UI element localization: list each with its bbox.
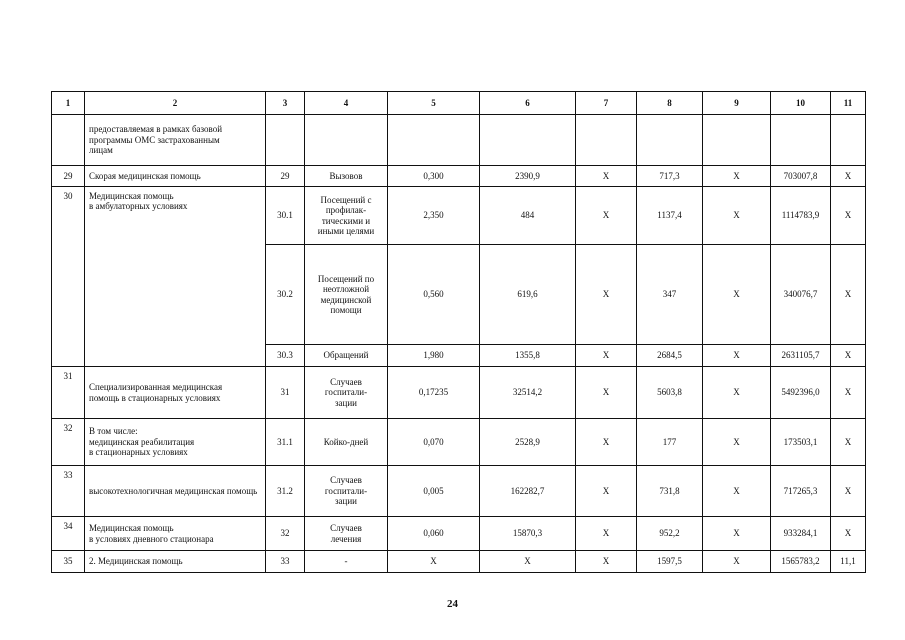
row-number: 35: [52, 551, 85, 573]
text-line: зации: [335, 397, 357, 408]
text-line: иными целями: [317, 225, 375, 236]
cell: [703, 115, 771, 166]
code-cell: 31: [266, 367, 305, 419]
value-cell: 0,560: [388, 245, 480, 345]
cell: [771, 115, 831, 166]
value-cell: 177: [637, 419, 703, 466]
text-line: тическими и: [321, 215, 371, 226]
value-cell: X: [831, 345, 866, 367]
header-cell: 1: [52, 92, 85, 115]
value-cell: X: [831, 466, 866, 517]
code-cell: 32: [266, 517, 305, 551]
cell: [305, 115, 388, 166]
code-cell: 29: [266, 166, 305, 187]
text-line: Случаев: [330, 523, 362, 534]
value-cell: 32514,2: [480, 367, 576, 419]
text-line: Медицинская помощь: [89, 191, 174, 201]
value-cell: 1114783,9: [771, 187, 831, 245]
header-cell: 2: [85, 92, 266, 115]
unit-cell: Койко-дней: [305, 419, 388, 466]
text-line: Случаев: [330, 376, 362, 387]
data-table: [51, 91, 866, 573]
header-cell: 8: [637, 92, 703, 115]
unit-cell: [305, 187, 388, 245]
code-cell: 31.2: [266, 466, 305, 517]
value-cell: 952,2: [637, 517, 703, 551]
text-line: Посещений с: [320, 194, 372, 205]
text-line: в условиях дневного стационара: [89, 533, 214, 544]
row-number: 32: [52, 419, 85, 466]
value-cell: 347: [637, 245, 703, 345]
unit-cell: [305, 517, 388, 551]
unit-cell: [305, 245, 388, 345]
value-cell: X: [703, 517, 771, 551]
table-row: [52, 166, 866, 187]
value-cell: 0,060: [388, 517, 480, 551]
value-cell: X: [703, 466, 771, 517]
value-cell: 162282,7: [480, 466, 576, 517]
value-cell: 717,3: [637, 166, 703, 187]
value-cell: 173503,1: [771, 419, 831, 466]
page-number: 24: [447, 598, 458, 610]
header-cell: 11: [831, 92, 866, 115]
value-cell: 2528,9: [480, 419, 576, 466]
table-row: [52, 466, 866, 517]
cell: [52, 115, 85, 166]
code-cell: 30.1: [266, 187, 305, 245]
text-line: Медицинская помощь: [89, 523, 174, 534]
value-cell: X: [703, 367, 771, 419]
value-cell: 5492396,0: [771, 367, 831, 419]
value-cell: X: [831, 517, 866, 551]
text-line: лицам: [89, 145, 113, 156]
row-number: 30: [52, 187, 85, 367]
service-name-cell: [85, 115, 266, 166]
unit-cell: Обращений: [305, 345, 388, 367]
header-cell: 5: [388, 92, 480, 115]
value-cell: 11,1: [831, 551, 866, 573]
text-line: программы ОМС застрахованным: [89, 134, 220, 145]
value-cell: 1355,8: [480, 345, 576, 367]
text-line: Специализированная медицинская: [89, 382, 223, 393]
value-cell: X: [576, 187, 637, 245]
value-cell: 1597,5: [637, 551, 703, 573]
table-row-continuation: [52, 115, 866, 166]
value-cell: 484: [480, 187, 576, 245]
value-cell: X: [576, 166, 637, 187]
service-name-cell: [85, 517, 266, 551]
table-row: [52, 517, 866, 551]
code-cell: 30.2: [266, 245, 305, 345]
text-line: Случаев: [330, 475, 362, 486]
value-cell: X: [703, 551, 771, 573]
header-cell: 4: [305, 92, 388, 115]
text-line: лечения: [330, 533, 362, 544]
code-cell: 31.1: [266, 419, 305, 466]
value-cell: X: [703, 419, 771, 466]
value-cell: X: [576, 367, 637, 419]
value-cell: 1565783,2: [771, 551, 831, 573]
value-cell: 2631105,7: [771, 345, 831, 367]
value-cell: 2390,9: [480, 166, 576, 187]
value-cell: 933284,1: [771, 517, 831, 551]
table-row: [52, 419, 866, 466]
unit-cell: [305, 367, 388, 419]
value-cell: X: [703, 187, 771, 245]
text-line: профилак-: [325, 205, 367, 216]
header-row: [52, 92, 866, 115]
header-cell: 3: [266, 92, 305, 115]
cell: [576, 115, 637, 166]
header-cell: 6: [480, 92, 576, 115]
cell: [637, 115, 703, 166]
value-cell: X: [576, 517, 637, 551]
cell: [388, 115, 480, 166]
service-name-cell: Скорая медицинская помощь: [85, 166, 266, 187]
text-line: неотложной: [322, 284, 370, 295]
unit-cell: -: [305, 551, 388, 573]
row-number: 34: [52, 517, 85, 551]
value-cell: 1,980: [388, 345, 480, 367]
value-cell: X: [576, 466, 637, 517]
value-cell: X: [576, 551, 637, 573]
value-cell: 0,005: [388, 466, 480, 517]
value-cell: X: [831, 166, 866, 187]
code-cell: 33: [266, 551, 305, 573]
cell: [831, 115, 866, 166]
value-cell: X: [576, 419, 637, 466]
value-cell: 703007,8: [771, 166, 831, 187]
unit-cell: [305, 466, 388, 517]
value-cell: 0,300: [388, 166, 480, 187]
table-row: [52, 551, 866, 573]
service-name-cell: [85, 419, 266, 466]
text-line: в амбулаторных условиях: [89, 201, 188, 212]
text-line: зации: [335, 496, 357, 507]
unit-cell: Вызовов: [305, 166, 388, 187]
service-name-cell: высокотехнологичная медицинская помощь: [85, 466, 266, 517]
text-line: госпитали-: [324, 387, 368, 398]
value-cell: 5603,8: [637, 367, 703, 419]
value-cell: X: [831, 245, 866, 345]
header-cell: 7: [576, 92, 637, 115]
value-cell: X: [831, 187, 866, 245]
value-cell: X: [831, 367, 866, 419]
service-name-cell: [85, 367, 266, 419]
text-line: госпитали-: [324, 485, 368, 496]
value-cell: 15870,3: [480, 517, 576, 551]
text-line: помощь в стационарных условиях: [89, 392, 221, 403]
value-cell: 2684,5: [637, 345, 703, 367]
code-cell: 30.3: [266, 345, 305, 367]
row-number: 33: [52, 466, 85, 517]
cell: [480, 115, 576, 166]
text-line: в стационарных условиях: [89, 447, 188, 458]
value-cell: X: [703, 345, 771, 367]
value-cell: X: [576, 245, 637, 345]
table-row: [52, 187, 866, 245]
value-cell: 0,17235: [388, 367, 480, 419]
value-cell: X: [703, 245, 771, 345]
value-cell: X: [576, 345, 637, 367]
value-cell: 0,070: [388, 419, 480, 466]
value-cell: 2,350: [388, 187, 480, 245]
table-row: [52, 367, 866, 419]
value-cell: X: [703, 166, 771, 187]
value-cell: 619,6: [480, 245, 576, 345]
service-name-cell: 2. Медицинская помощь: [85, 551, 266, 573]
value-cell: 717265,3: [771, 466, 831, 517]
header-cell: 10: [771, 92, 831, 115]
text-line: помощи: [330, 304, 362, 315]
row-number: 29: [52, 166, 85, 187]
text-line: медицинская реабилитация: [89, 436, 195, 447]
value-cell: 340076,7: [771, 245, 831, 345]
header-cell: 9: [703, 92, 771, 115]
value-cell: 1137,4: [637, 187, 703, 245]
value-cell: X: [388, 551, 480, 573]
text-line: Посещений по: [317, 273, 375, 284]
text-line: В том числе:: [89, 426, 138, 437]
service-name-cell: [85, 187, 266, 367]
text-line: медицинской: [320, 294, 372, 305]
cell: [266, 115, 305, 166]
row-number: 31: [52, 367, 85, 419]
text-line: предоставляемая в рамках базовой: [89, 124, 223, 135]
value-cell: X: [831, 419, 866, 466]
value-cell: 731,8: [637, 466, 703, 517]
value-cell: X: [480, 551, 576, 573]
